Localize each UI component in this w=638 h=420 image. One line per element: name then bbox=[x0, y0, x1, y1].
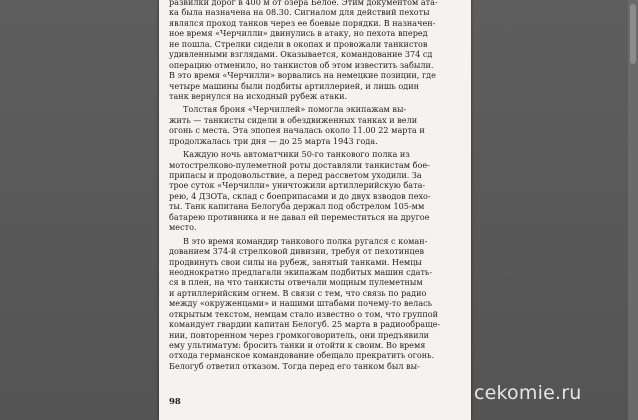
text-line: трое суток «Черчилли» уничтожили артиллерийскую бата- bbox=[169, 180, 426, 191]
text-line: мотострелково-пулеметной роты доставляли танкистам бое- bbox=[169, 159, 430, 170]
text-line: В это время «Черчилли» ворвались на немецкие позиции, где bbox=[169, 70, 436, 81]
text-line: огонь с места. Эта эпопея началась около 11.00 22 марта и bbox=[169, 125, 425, 136]
text-line: батарею противника и не давал ей перемеcтиться на другое bbox=[169, 211, 430, 222]
site-watermark: cekomie.ru bbox=[474, 382, 582, 404]
book-page bbox=[159, 0, 471, 420]
text-line: Толстая броня «Черчиллей» помогла экипажам вы- bbox=[183, 104, 407, 115]
text-line: продвинуть свои силы на рубеж, занятый танками. Немцы bbox=[169, 256, 422, 267]
text-line: являлся проход танков через ее боевые порядки. В назначен- bbox=[169, 17, 436, 28]
paragraph bbox=[169, 149, 461, 233]
text-line: ка была назначена на 08.30. Сигналом для действий пехоты bbox=[169, 7, 430, 18]
scrollbar[interactable] bbox=[628, 0, 638, 420]
text-line: место. bbox=[169, 222, 197, 233]
text-line: ты. Танк капитана Белогуба держал под обстрелом 105-мм bbox=[169, 201, 425, 212]
text-line: дованием 374-й стрелковой дивизии, требуя от пехотинцев bbox=[169, 246, 425, 257]
paragraph bbox=[169, 0, 461, 101]
text-line: рею, 4 ДЗОТа, склад с боеприпасами и до двух взводов пехо- bbox=[169, 190, 431, 201]
text-line: Каждую ночь автоматчики 50-го танкового полка из bbox=[183, 149, 410, 160]
text-line: между «окруженцами» и нашими штабами почему-то велась bbox=[169, 298, 433, 309]
text-line: открытым текстом, немцам стало известно о том, что группой bbox=[169, 308, 439, 319]
text-line: продолжалась три дня — до 25 марта 1943 года. bbox=[169, 135, 378, 146]
text-line: удивленными взглядами. Оказывается, командование 374 сд bbox=[169, 49, 433, 60]
text-line: и артиллерийским огнем. В связи с тем, что связь по радио bbox=[169, 287, 427, 298]
text-line: ся в плен, на что танкисты отвечали мощным пулеметным bbox=[169, 277, 423, 288]
paragraph bbox=[169, 104, 461, 146]
text-line: развилки дорог в 400 м от озера Белое. Этим документом ата- bbox=[169, 0, 438, 7]
text-line: припасы и продовольствие, а перед рассветом уходили. За bbox=[169, 170, 422, 180]
text-line: четыре машины были подбиты артиллерией, и лишь один bbox=[169, 80, 419, 91]
page-number: 98 bbox=[169, 397, 181, 407]
text-line: не пошла. Стрелки сидели в окопах и провожали танкистов bbox=[169, 38, 428, 49]
page-text bbox=[169, 0, 461, 371]
text-line: командует гвардии капитан Белогуб. 25 марта в радиообраще- bbox=[169, 319, 441, 330]
text-line: операцию отменило, но танкистов об этом известить забыли. bbox=[169, 59, 434, 70]
text-line: нии, повторенном через громкоговоритель, они предъявили bbox=[169, 329, 430, 340]
text-line: Белогуб ответил отказом. Тогда перед его танком был вы- bbox=[169, 360, 420, 371]
text-line: танк вернулся на исходный рубеж атаки. bbox=[169, 90, 348, 101]
text-line: отхода германское командование обещало прекратить огонь. bbox=[169, 350, 435, 361]
text-line: ное время «Черчилли» двинулись в атаку, но пехота вперед bbox=[169, 28, 428, 39]
text-line: В это время командир танкового полка ругался с коман- bbox=[183, 235, 428, 246]
text-line: неоднократно предлагали экипажам подбитых машин сдать- bbox=[169, 266, 433, 277]
scroll-thumb[interactable] bbox=[630, 4, 636, 64]
paragraph bbox=[169, 236, 461, 372]
text-line: жить — танкисты сидели в обездвиженных танках и вели bbox=[169, 114, 418, 125]
text-line: ему ультиматум: бросить танки и отойти к своим. Во время bbox=[169, 340, 426, 350]
